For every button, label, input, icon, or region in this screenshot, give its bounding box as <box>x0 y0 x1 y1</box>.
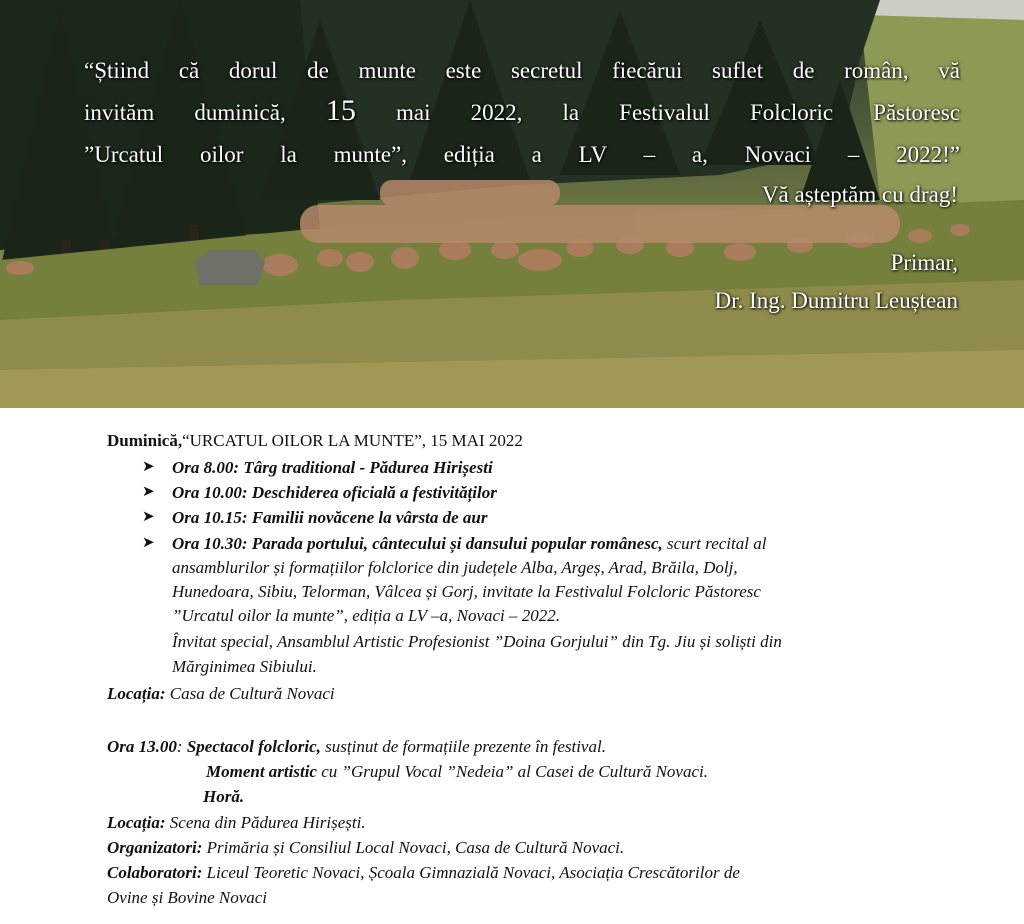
program-item-1 <box>172 457 493 478</box>
signature-title: Primar, <box>890 250 958 275</box>
arrow-bullet-icon: ➤ <box>142 509 155 525</box>
location-value: Casa de Cultură Novaci <box>165 684 335 703</box>
program-item-4-cont-1: ansamblurilor și formațiilor folclorice din județele Alba, Argeș, Arad, Brăila, Dolj, <box>172 558 738 577</box>
location-value: Scena din Pădurea Hirișești. <box>165 813 366 832</box>
invitation-line-3: ”Urcatul oilor la munte”, ediția a LV – a, Novaci – 2022!” <box>84 142 960 167</box>
program-item-text: Familii novăcene la vârsta de aur <box>247 508 488 527</box>
show-colon: : <box>176 737 183 756</box>
location-2 <box>107 812 366 833</box>
show-time: Ora 13.00 <box>107 737 177 756</box>
program-item-text: Târg traditional - Pădurea Hirișesti <box>239 458 493 477</box>
program-day-title: “URCATUL OILOR LA MUNTE”, 15 MAI 2022 <box>182 431 523 450</box>
invitation-closing: Vă așteptăm cu drag! <box>761 182 958 207</box>
program-item-4-cont-5: Mărginimea Sibiului. <box>172 657 317 676</box>
collaborators-value: Liceul Teoretic Novaci, Școala Gimnazială Novaci, Asociația Crescătorilor de <box>202 863 740 882</box>
banner-photo <box>0 0 1024 408</box>
invitation-line-2-start: invităm duminică, <box>84 100 286 125</box>
program-item-4-cont-4: Învitat special, Ansamblul Artistic Profesionist ”Doina Gorjului” din Tg. Jiu și soliști din <box>172 632 782 651</box>
collaborators-cont: Ovine și Bovine Novaci <box>107 888 268 907</box>
organizers-value: Primăria și Consiliul Local Novaci, Casa de Cultură Novaci. <box>202 838 625 857</box>
program-heading <box>107 430 523 451</box>
collaborators <box>107 862 740 883</box>
arrow-bullet-icon: ➤ <box>142 535 155 551</box>
program-item-time: Ora 10.30: <box>172 534 248 553</box>
program-item-time: Ora 8.00: <box>172 458 240 477</box>
program-item-4 <box>172 533 766 554</box>
program-item-time: Ora 10.15: <box>172 508 248 527</box>
artistic-moment <box>206 761 708 782</box>
location-label: Locația: <box>107 684 166 703</box>
location-1 <box>107 683 335 704</box>
organizers-label: Organizatori: <box>107 838 203 857</box>
program-item-rest: scurt recital al <box>662 534 767 553</box>
location-label: Locația: <box>107 813 166 832</box>
moment-description: cu ”Grupul Vocal ”Nedeia” al Casei de Cultură Novaci. <box>316 762 708 781</box>
show-title: Spectacol folcloric, <box>182 737 321 756</box>
organizers <box>107 837 624 858</box>
invitation-line-2-end: mai 2022, la Festivalul Folcloric Păstoresc <box>395 100 961 125</box>
show-description: susținut de formațiile prezente în festival. <box>320 737 606 756</box>
program-item-4-cont-2: Hunedoara, Sibiu, Telorman, Vâlcea și Gorj, invitate la Festivalul Folcloric Păstoresc <box>172 582 761 601</box>
program-item-2 <box>172 482 497 503</box>
hora: Horă. <box>203 787 245 806</box>
program-show <box>107 736 606 757</box>
collaborators-label: Colaboratori: <box>107 863 203 882</box>
invitation-text <box>0 0 1024 408</box>
program-item-4-cont-3: ”Urcatul oilor la munte”, ediția a LV –a, Novaci – 2022. <box>172 606 561 625</box>
moment-label: Moment artistic <box>206 762 317 781</box>
program-item-time: Ora 10.00: <box>172 483 248 502</box>
program-item-3 <box>172 507 487 528</box>
signature-name: Dr. Ing. Dumitru Leuștean <box>714 288 958 313</box>
arrow-bullet-icon: ➤ <box>142 459 155 475</box>
invitation-line-1: “Știind că dorul de munte este secretul fiecărui suflet de român, vă <box>84 58 960 83</box>
program-item-text: Deschiderea oficială a festivităților <box>247 483 497 502</box>
program-item-text: Parada portului, cântecului și dansului popular românesc, <box>247 534 663 553</box>
invitation-date-number: 15 <box>325 94 356 127</box>
invitation-line-2 <box>84 94 961 127</box>
arrow-bullet-icon: ➤ <box>142 484 155 500</box>
program-day-label: Duminică, <box>107 431 183 450</box>
